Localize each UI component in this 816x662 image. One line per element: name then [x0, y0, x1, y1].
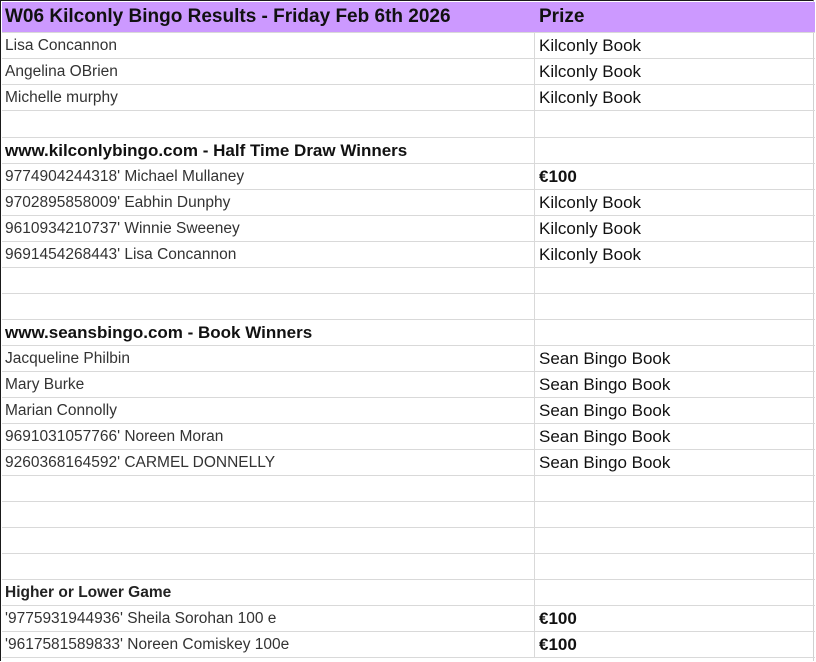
- table-row: [2, 216, 815, 242]
- name-cell[interactable]: [2, 59, 535, 84]
- prize-cell[interactable]: [535, 216, 815, 241]
- name-cell[interactable]: [2, 216, 535, 241]
- table-row: [2, 346, 815, 372]
- name-cell[interactable]: [2, 372, 535, 397]
- name-cell[interactable]: [2, 424, 535, 449]
- empty-cell[interactable]: [535, 580, 815, 605]
- table-row: [2, 606, 815, 632]
- prize-value: Sean Bingo Book: [539, 348, 671, 368]
- empty-cell[interactable]: [535, 138, 815, 163]
- table-row: [2, 398, 815, 424]
- winner-name: 9691454268443' Lisa Concannon: [5, 245, 237, 263]
- table-row: [2, 85, 815, 111]
- name-cell[interactable]: [2, 164, 535, 189]
- empty-row: [2, 111, 815, 138]
- prize-cell[interactable]: [535, 424, 815, 449]
- prize-column-header: Prize: [539, 6, 585, 27]
- section-title-cell[interactable]: [2, 320, 535, 345]
- winner-name: '9775931944936' Sheila Sorohan 100 e: [5, 609, 277, 627]
- empty-cell[interactable]: [2, 268, 535, 293]
- winner-name: '9617581589833' Noreen Comiskey 100e: [5, 635, 290, 653]
- prize-value: €100: [539, 634, 577, 654]
- prize-value: Sean Bingo Book: [539, 400, 671, 420]
- header-title-cell[interactable]: [2, 2, 535, 32]
- table-row: [2, 59, 815, 85]
- section-title-row: [2, 138, 815, 164]
- prize-value: Kilconly Book: [539, 192, 642, 212]
- prize-cell[interactable]: [535, 632, 815, 657]
- section-title-cell[interactable]: [2, 138, 535, 163]
- empty-cell[interactable]: [535, 268, 815, 293]
- section-title: Higher or Lower Game: [5, 583, 172, 601]
- empty-cell[interactable]: [2, 528, 535, 553]
- winner-name: 9691031057766' Noreen Moran: [5, 427, 224, 445]
- empty-row: [2, 268, 815, 294]
- prize-cell[interactable]: [535, 606, 815, 631]
- empty-cell[interactable]: [535, 502, 815, 527]
- table-row: [2, 164, 815, 190]
- table-row: [2, 242, 815, 268]
- name-cell[interactable]: [2, 346, 535, 371]
- empty-cell[interactable]: [2, 476, 535, 501]
- prize-value: Sean Bingo Book: [539, 374, 671, 394]
- section-title: www.seansbingo.com - Book Winners: [5, 322, 313, 342]
- section-title-row: [2, 320, 815, 346]
- prize-cell[interactable]: [535, 450, 815, 475]
- section-title: www.kilconlybingo.com - Half Time Draw Winners: [5, 140, 408, 160]
- prize-cell[interactable]: [535, 164, 815, 189]
- name-cell[interactable]: [2, 242, 535, 267]
- winner-name: Marian Connolly: [5, 401, 117, 419]
- prize-cell[interactable]: [535, 372, 815, 397]
- empty-cell[interactable]: [2, 502, 535, 527]
- empty-row: [2, 294, 815, 320]
- empty-row: [2, 476, 815, 502]
- prize-value: Kilconly Book: [539, 218, 642, 238]
- name-cell[interactable]: [2, 450, 535, 475]
- winner-name: 9610934210737' Winnie Sweeney: [5, 219, 240, 237]
- winner-name: Lisa Concannon: [5, 36, 118, 54]
- prize-value: €100: [539, 166, 577, 186]
- winner-name: Angelina OBrien: [5, 62, 118, 80]
- prize-value: €100: [539, 608, 577, 628]
- header-row: [2, 2, 815, 33]
- prize-value: Kilconly Book: [539, 35, 642, 55]
- table-row: [2, 372, 815, 398]
- empty-cell[interactable]: [535, 294, 815, 319]
- prize-cell[interactable]: [535, 33, 815, 58]
- empty-cell[interactable]: [2, 111, 535, 137]
- empty-row: [2, 502, 815, 528]
- table-row: [2, 190, 815, 216]
- name-cell[interactable]: [2, 606, 535, 631]
- name-cell[interactable]: [2, 85, 535, 110]
- results-table: [2, 2, 815, 658]
- winner-name: 9702895858009' Eabhin Dunphy: [5, 193, 231, 211]
- empty-cell[interactable]: [535, 111, 815, 137]
- winner-name: 9260368164592' CARMEL DONNELLY: [5, 453, 276, 471]
- empty-cell[interactable]: [2, 554, 535, 579]
- winner-name: Michelle murphy: [5, 88, 118, 106]
- prize-value: Kilconly Book: [539, 61, 642, 81]
- name-cell[interactable]: [2, 190, 535, 215]
- prize-cell[interactable]: [535, 85, 815, 110]
- empty-row: [2, 528, 815, 554]
- winner-name: Mary Burke: [5, 375, 85, 393]
- section-title-row: [2, 580, 815, 606]
- prize-cell[interactable]: [535, 346, 815, 371]
- prize-cell[interactable]: [535, 190, 815, 215]
- prize-value: Sean Bingo Book: [539, 426, 671, 446]
- table-row: [2, 424, 815, 450]
- empty-cell[interactable]: [535, 528, 815, 553]
- prize-value: Sean Bingo Book: [539, 452, 671, 472]
- prize-value: Kilconly Book: [539, 87, 642, 107]
- header-prize-cell[interactable]: [535, 2, 815, 32]
- name-cell[interactable]: [2, 33, 535, 58]
- winner-name: Jacqueline Philbin: [5, 349, 130, 367]
- winner-name: 9774904244318' Michael Mullaney: [5, 167, 245, 185]
- name-cell[interactable]: [2, 632, 535, 657]
- prize-cell[interactable]: [535, 398, 815, 423]
- prize-cell[interactable]: [535, 242, 815, 267]
- table-row: [2, 33, 815, 59]
- table-row: [2, 632, 815, 658]
- empty-cell[interactable]: [2, 294, 535, 319]
- section-title-cell[interactable]: [2, 580, 535, 605]
- name-cell[interactable]: [2, 398, 535, 423]
- prize-cell[interactable]: [535, 59, 815, 84]
- empty-cell[interactable]: [535, 476, 815, 501]
- table-row: [2, 450, 815, 476]
- empty-cell[interactable]: [535, 320, 815, 345]
- prize-value: Kilconly Book: [539, 244, 642, 264]
- empty-cell[interactable]: [535, 554, 815, 579]
- empty-row: [2, 554, 815, 580]
- page-title: W06 Kilconly Bingo Results - Friday Feb 6th 2026: [5, 6, 451, 27]
